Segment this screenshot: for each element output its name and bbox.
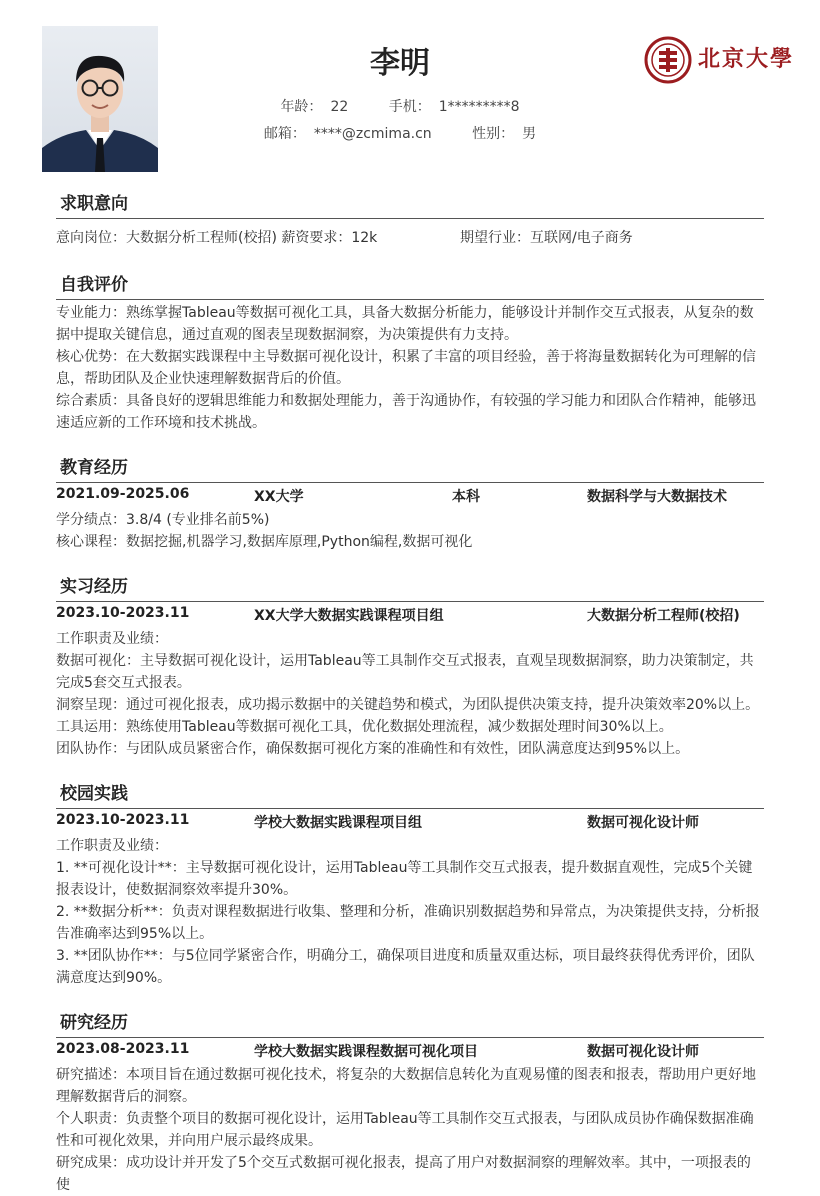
section-title-self-eval: 自我评价 — [56, 270, 764, 300]
research-org: 学校大数据实践课程数据可视化项目 — [254, 1044, 478, 1060]
phone-value: 1*********8 — [438, 99, 520, 115]
email-label: 邮箱： — [263, 126, 306, 142]
research-line: 研究描述：本项目旨在通过数据可视化技术，将复杂的大数据信息转化为直观易懂的图表和报表，帮助用户更好地理解数据背后的洞察。 — [56, 1067, 756, 1105]
education-line: 核心课程：数据挖掘,机器学习,数据库原理,Python编程,数据可视化 — [56, 534, 473, 550]
education-header-row — [56, 486, 764, 508]
campus-line: 3. **团队协作**：与5位同学紧密合作，明确分工，确保项目进度和质量双重达标，项目最终获得优秀评价，团队满意度达到90%。 — [56, 948, 755, 986]
age-label: 年龄： — [280, 99, 323, 115]
internship-line: 洞察呈现：通过可视化报表，成功揭示数据中的关键趋势和模式，为团队提供决策支持，提升决策效率20%以上。 — [56, 697, 760, 713]
university-logo-text: 北京大學 — [698, 46, 795, 72]
campus-details — [56, 835, 764, 989]
campus-line: 工作职责及业绩： — [56, 838, 168, 854]
info-line-1 — [0, 96, 800, 116]
campus-line: 2. **数据分析**：负责对课程数据进行收集、整理和分析，准确识别数据趋势和异常点，为决策提供支持，分析报告准确率达到95%以上。 — [56, 904, 760, 942]
campus-org: 学校大数据实践课程项目组 — [254, 815, 422, 831]
phone-field — [389, 96, 520, 116]
research-line: 个人职责：负责整个项目的数据可视化设计，运用Tableau等工具制作交互式报表，与团队成员协作确保数据准确性和可视化效果，并向用户展示最终成果。 — [56, 1111, 754, 1149]
campus-date: 2023.10-2023.11 — [56, 812, 190, 828]
internship-header-row — [56, 605, 764, 627]
education-major: 数据科学与大数据技术 — [587, 489, 727, 505]
section-title-research: 研究经历 — [56, 1008, 764, 1038]
age-value: 22 — [330, 99, 349, 115]
research-details — [56, 1064, 764, 1196]
research-header-row — [56, 1041, 764, 1063]
email-value: ****@zcmima.cn — [313, 126, 432, 142]
campus-role: 数据可视化设计师 — [587, 815, 699, 831]
education-details — [56, 509, 764, 553]
self-eval-text — [56, 302, 764, 434]
research-line: 研究成果：成功设计并开发了5个交互式数据可视化报表，提高了用户对数据洞察的理解效率。其中，一项报表的使 — [56, 1155, 751, 1193]
university-seal-icon — [644, 36, 692, 84]
phone-label: 手机： — [388, 99, 431, 115]
internship-line: 数据可视化：主导数据可视化设计，运用Tableau等工具制作交互式报表，直观呈现数据洞察，助力决策制定，共完成5套交互式报表。 — [56, 653, 754, 691]
gender-label: 性别： — [472, 126, 515, 142]
email-field — [264, 123, 432, 143]
gender-field — [472, 123, 536, 143]
section-title-education: 教育经历 — [56, 453, 764, 483]
campus-header-row — [56, 812, 764, 834]
intent-industry: 期望行业：互联网/电子商务 — [460, 230, 633, 246]
info-line-2 — [0, 123, 800, 143]
internship-details — [56, 628, 764, 760]
internship-date: 2023.10-2023.11 — [56, 605, 190, 621]
section-title-campus: 校园实践 — [56, 779, 764, 809]
age-field — [280, 96, 348, 116]
gender-value: 男 — [522, 126, 537, 142]
education-school: XX大学 — [254, 489, 304, 505]
candidate-name: 李明 — [370, 46, 430, 81]
intent-row — [56, 227, 764, 249]
internship-line: 工作职责及业绩： — [56, 631, 168, 647]
internship-org: XX大学大数据实践课程项目组 — [254, 608, 444, 624]
education-date: 2021.09-2025.06 — [56, 486, 190, 502]
section-title-internship: 实习经历 — [56, 572, 764, 602]
campus-line: 1. **可视化设计**：主导数据可视化设计，运用Tableau等工具制作交互式报表，提升数据直观性，完成5个关键报表设计，使数据洞察效率提升30%。 — [56, 860, 753, 898]
education-degree: 本科 — [452, 489, 480, 505]
section-title-intent: 求职意向 — [56, 189, 764, 219]
self-eval-paragraph: 专业能力：熟练掌握Tableau等数据可视化工具，具备大数据分析能力，能够设计并制作交互式报表，从复杂的数据中提取关键信息，通过直观的图表呈现数据洞察，为决策提供有力支持。 — [56, 305, 754, 343]
education-line: 学分绩点：3.8/4 (专业排名前5%) — [56, 512, 270, 528]
university-logo — [644, 36, 794, 84]
internship-role: 大数据分析工程师(校招) — [587, 608, 740, 624]
self-eval-paragraph: 核心优势：在大数据实践课程中主导数据可视化设计，积累了丰富的项目经验，善于将海量数据转化为可理解的信息，帮助团队及企业快速理解数据背后的价值。 — [56, 349, 756, 387]
self-eval-paragraph: 综合素质：具备良好的逻辑思维能力和数据处理能力，善于沟通协作，有较强的学习能力和团队合作精神，能够迅速适应新的工作环境和技术挑战。 — [56, 393, 756, 431]
research-role: 数据可视化设计师 — [587, 1044, 699, 1060]
intent-position: 意向岗位：大数据分析工程师(校招) 薪资要求：12k — [56, 230, 378, 246]
internship-line: 工具运用：熟练使用Tableau等数据可视化工具，优化数据处理流程，减少数据处理时间30%以上。 — [56, 719, 673, 735]
research-date: 2023.08-2023.11 — [56, 1041, 190, 1057]
internship-line: 团队协作：与团队成员紧密合作，确保数据可视化方案的准确性和有效性，团队满意度达到95%以上。 — [56, 741, 690, 757]
